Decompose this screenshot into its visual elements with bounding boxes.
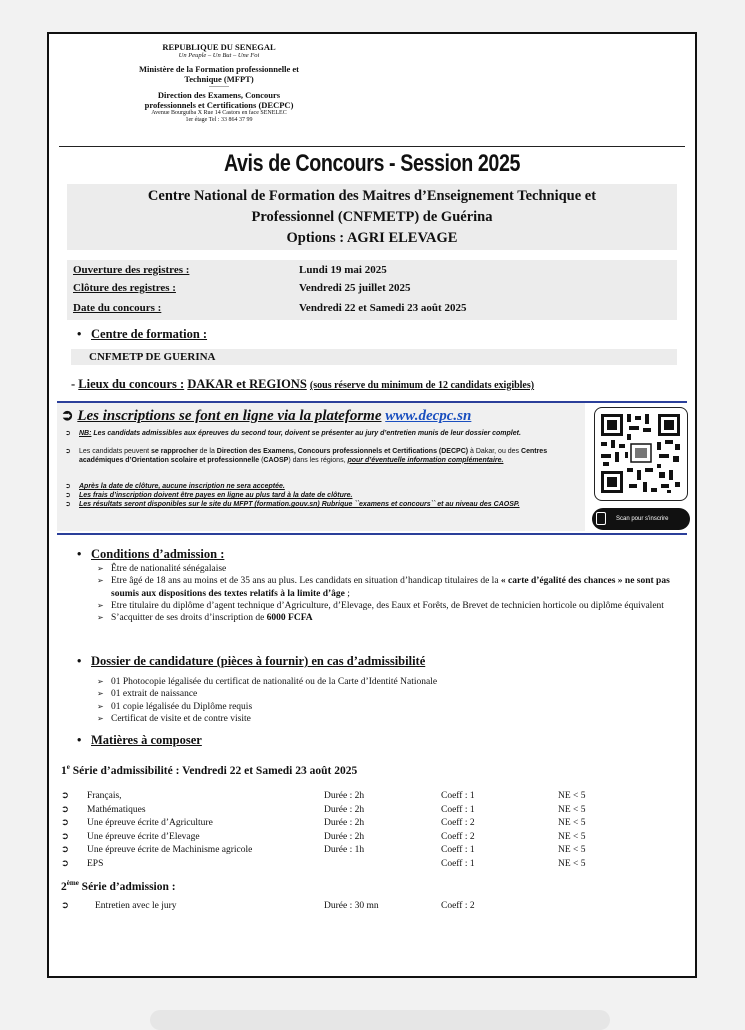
subject-cell: Une épreuve écrite d’Agriculture <box>87 818 213 829</box>
serie1-table <box>61 790 586 872</box>
serie1-label: Série d’admissibilité <box>72 764 173 777</box>
duree-cell: Durée : 2h <box>324 818 365 829</box>
coeff-cell: Coeff : 2 <box>441 901 475 911</box>
list-item <box>97 701 687 713</box>
contact-part: de la <box>199 448 215 455</box>
duree-cell: Durée : 1h <box>324 845 365 856</box>
bullet-icon: • <box>77 547 82 561</box>
table-row <box>61 804 586 818</box>
national-motto: Un Peuple – Un But – Une Foi <box>178 52 260 59</box>
duree-cell: Durée : 2h <box>324 831 365 842</box>
list-item-text: S’acquitter de ses droits d’inscription de <box>111 613 265 624</box>
bullet-icon: • <box>77 654 82 668</box>
dossier-list <box>97 676 687 725</box>
arrow-icon: ➲ <box>61 818 69 829</box>
arrow-icon: ➲ <box>61 791 69 801</box>
scan-label: Scan pour s'inscrire <box>616 516 669 522</box>
contact-part: à Dakar, ou des <box>470 448 520 455</box>
arrow-icon: ➲ <box>65 483 71 490</box>
lieux-value: DAKAR et REGIONS <box>187 377 307 391</box>
note-rule <box>65 501 577 510</box>
arrow-bullet-icon: ➢ <box>97 613 104 623</box>
subject-cell: EPS <box>87 858 104 869</box>
arrow-bullet-icon: ➢ <box>97 600 104 610</box>
list-item-text: 01 Photocopie légalisée du certificat de nationalité ou de la Carte d’Identité Nationale <box>111 677 438 687</box>
note-nb <box>65 430 577 439</box>
direction-line-1: Direction des Examens, Concours <box>157 90 281 100</box>
duree-cell: Durée : 30 mn <box>324 901 379 911</box>
conditions-heading <box>77 547 225 562</box>
header-separator: ---------- <box>209 84 229 90</box>
address-line-2: 1er étage Tel : 33 864 37 99 <box>185 117 253 123</box>
coeff-cell: Coeff : 1 <box>441 804 475 815</box>
qr-code[interactable] <box>594 407 688 501</box>
list-item-text: 6000 FCFA <box>266 613 313 624</box>
rule-text: Les frais d’inscription doivent être payes en ligne au plus tard à la date de clôture. <box>79 492 353 499</box>
contact-part: Centres académiques d’Orientation scolaire et professionnelle <box>79 448 548 464</box>
date-value: Vendredi 22 et Samedi 23 août 2025 <box>299 302 467 314</box>
arrow-bullet-icon: ➢ <box>97 701 104 711</box>
serie1-heading <box>61 763 357 777</box>
coeff-cell: Coeff : 2 <box>441 831 475 842</box>
list-item-text: Être de nationalité sénégalaise <box>111 564 227 574</box>
bullet-icon: • <box>77 733 82 747</box>
nb-text: Les candidats admissibles aux épreuves du second tour, doivent se présenter au jury d’entretien munis de leur dossier complet. <box>93 430 521 437</box>
centre-formation-heading <box>77 327 208 342</box>
inscriptions-box <box>57 403 585 531</box>
serie2-number: 2 <box>61 880 67 893</box>
arrow-icon: ➲ <box>61 845 69 856</box>
header-rule <box>59 146 685 147</box>
date-value: Lundi 19 mai 2025 <box>299 264 387 276</box>
centre-options: Options : AGRI ELEVAGE <box>286 230 458 246</box>
lieux-label: Lieux du concours : <box>78 377 185 391</box>
coeff-cell: Coeff : 1 <box>441 845 475 856</box>
arrow-bullet-icon: ➢ <box>97 713 104 723</box>
centre-formation-value: CNFMETP DE GUERINA <box>71 349 677 365</box>
contact-part: ( <box>261 456 264 464</box>
phone-icon <box>596 512 606 525</box>
arrow-bullet-icon: ➢ <box>97 689 104 699</box>
list-item <box>97 688 687 700</box>
blue-divider-bottom <box>57 533 687 535</box>
arrow-icon: ➲ <box>65 430 71 437</box>
serie1-number: 1 <box>61 764 67 777</box>
list-item-text: 01 copie légalisée du Diplôme requis <box>111 701 253 712</box>
duree-cell: Durée : 2h <box>324 791 365 801</box>
duree-cell <box>324 858 441 872</box>
qr-code-icon <box>595 408 686 499</box>
contact-part: pour d’éventuelle information complémentaire. <box>347 456 504 464</box>
dates-box <box>67 260 677 320</box>
list-item <box>97 600 687 612</box>
coeff-cell: Coeff : 1 <box>441 858 475 869</box>
contact-part: CAOSP <box>263 456 289 464</box>
serie1-sup: e <box>66 763 70 771</box>
serie2-table <box>61 900 475 914</box>
direction-line-2: professionnels et Certifications (DECPC) <box>144 100 294 110</box>
ne-cell: NE < 5 <box>558 804 586 815</box>
lieux-line <box>71 377 534 392</box>
list-item-text: Etre titulaire du diplôme d’agent technique d’Agriculture, d’Elevage, des Eaux et Forêts, de Brevet de technicien horticole ou diplôme équivalent <box>111 600 664 611</box>
date-label: Ouverture des registres : <box>73 264 190 276</box>
ne-cell: NE < 5 <box>558 818 586 829</box>
matieres-title: Matières à composer <box>91 733 202 747</box>
coeff-cell: Coeff : 2 <box>441 818 475 829</box>
scan-button[interactable] <box>592 508 690 530</box>
list-item-text: Etre âgé de 18 ans au moins et de 35 ans au plus. Les candidats en situation d’handicap titulaires de la <box>111 576 499 587</box>
ne-cell: NE < 5 <box>558 831 586 842</box>
address-line-1: Avenue Bourguiba X Rue 14 Castors en face SENELEC <box>151 110 287 116</box>
arrow-icon: ➲ <box>65 448 71 455</box>
subject-cell: Une épreuve écrite d’Elevage <box>87 831 200 842</box>
serie1-dates: Vendredi 22 et Samedi 23 août 2025 <box>182 764 358 777</box>
date-value: Vendredi 25 juillet 2025 <box>299 282 411 294</box>
list-item <box>97 575 687 600</box>
country-name: REPUBLIQUE DU SENEGAL <box>162 42 276 52</box>
table-row <box>61 900 475 914</box>
conditions-list <box>97 563 687 624</box>
rule-text: Les résultats seront disponibles sur le site du MFPT (formation.gouv.sn) Rubrique ``examens et concours`` et au niveau des CAOSP. <box>79 501 520 508</box>
nb-label: NB: <box>79 430 92 437</box>
dossier-title: Dossier de candidature (pièces à fournir) en cas d’admissibilité <box>91 654 426 668</box>
arrow-bullet-icon: ➢ <box>97 677 104 686</box>
matieres-heading <box>77 733 202 748</box>
ne-cell: NE < 5 <box>558 845 586 856</box>
date-label: Clôture des registres : <box>73 282 176 294</box>
serie2-heading <box>61 879 176 893</box>
arrow-icon: ➲ <box>65 492 71 499</box>
list-item-text: Certificat de visite et de contre visite <box>111 713 251 724</box>
note-rule <box>65 483 577 492</box>
table-row <box>61 844 586 858</box>
ne-cell: NE < 5 <box>558 858 586 869</box>
list-item-text: ; <box>347 588 350 599</box>
contact-part: se rapprocher <box>151 448 198 455</box>
arrow-icon: ➲ <box>65 501 71 508</box>
list-item <box>97 676 687 688</box>
centre-line-1: Centre National de Formation des Maitres d’Enseignement Technique et <box>147 188 597 204</box>
subject-cell: Entretien avec le jury <box>95 901 177 911</box>
conditions-title: Conditions d’admission : <box>91 547 225 561</box>
arrow-bullet-icon: ➢ <box>97 576 104 586</box>
serie1-sep: : <box>175 764 180 777</box>
table-row <box>61 858 586 872</box>
dossier-heading <box>77 654 426 669</box>
ne-cell: NE < 5 <box>558 791 586 801</box>
duree-cell: Durée : 2h <box>324 804 365 815</box>
subject-cell: Une épreuve écrite de Machinisme agricole <box>87 845 253 856</box>
date-label: Date du concours : <box>73 302 162 314</box>
arrow-icon: ➲ <box>61 408 74 424</box>
subject-cell: Mathématiques <box>87 804 146 815</box>
dash-icon: - <box>71 377 76 391</box>
bullet-icon: • <box>77 327 82 341</box>
arrow-icon: ➲ <box>61 901 69 911</box>
arrow-icon: ➲ <box>61 804 69 815</box>
arrow-icon: ➲ <box>61 831 69 842</box>
table-row <box>61 790 586 804</box>
list-item <box>97 563 687 575</box>
inscriptions-text: Les inscriptions se font en ligne via la plateforme <box>77 408 382 424</box>
next-page-edge <box>150 1010 610 1030</box>
platform-link[interactable]: www.decpc.sn <box>385 408 472 424</box>
rule-text: Après la date de clôture, aucune inscription ne sera acceptée. <box>79 483 285 490</box>
serie2-label: Série d’admission : <box>81 880 176 893</box>
ministry-line-1: Ministère de la Formation professionnelle et <box>139 64 299 74</box>
list-item <box>97 713 687 725</box>
coeff-cell: Coeff : 1 <box>441 791 475 801</box>
page-title: Avis de Concours - Session 2025 <box>223 150 521 177</box>
arrow-icon: ➲ <box>61 858 69 869</box>
contact-part: ) dans les régions, <box>288 456 346 464</box>
table-row <box>61 817 586 831</box>
contact-part: Direction des Examens, Concours professionnels et Certifications (DECPC) <box>216 448 469 455</box>
note-contact <box>65 448 577 465</box>
centre-line-2: Professionnel (CNFMETP) de Guérina <box>251 209 493 225</box>
note-rule <box>65 492 577 501</box>
table-row <box>61 831 586 845</box>
document-page <box>47 32 697 978</box>
list-item-text: « carte d’égalité des chances » ne sont pas soumis aux dispositions des textes relatifs à la limite d’âge <box>111 576 670 599</box>
inscriptions-title <box>61 406 471 425</box>
centre-formation-title: Centre de formation : <box>91 327 208 341</box>
list-item-text: 01 extrait de naissance <box>111 689 198 700</box>
serie2-sup: ème <box>66 879 79 887</box>
ministry-line-2: Technique (MFPT) <box>184 74 254 84</box>
letterhead <box>104 42 334 124</box>
arrow-bullet-icon: ➢ <box>97 564 104 573</box>
contact-part: Les candidats peuvent <box>79 448 150 455</box>
lieux-note: (sous réserve du minimum de 12 candidats exigibles) <box>309 380 535 391</box>
centre-box <box>67 184 677 250</box>
list-item <box>97 612 687 624</box>
subject-cell: Français, <box>87 791 122 801</box>
